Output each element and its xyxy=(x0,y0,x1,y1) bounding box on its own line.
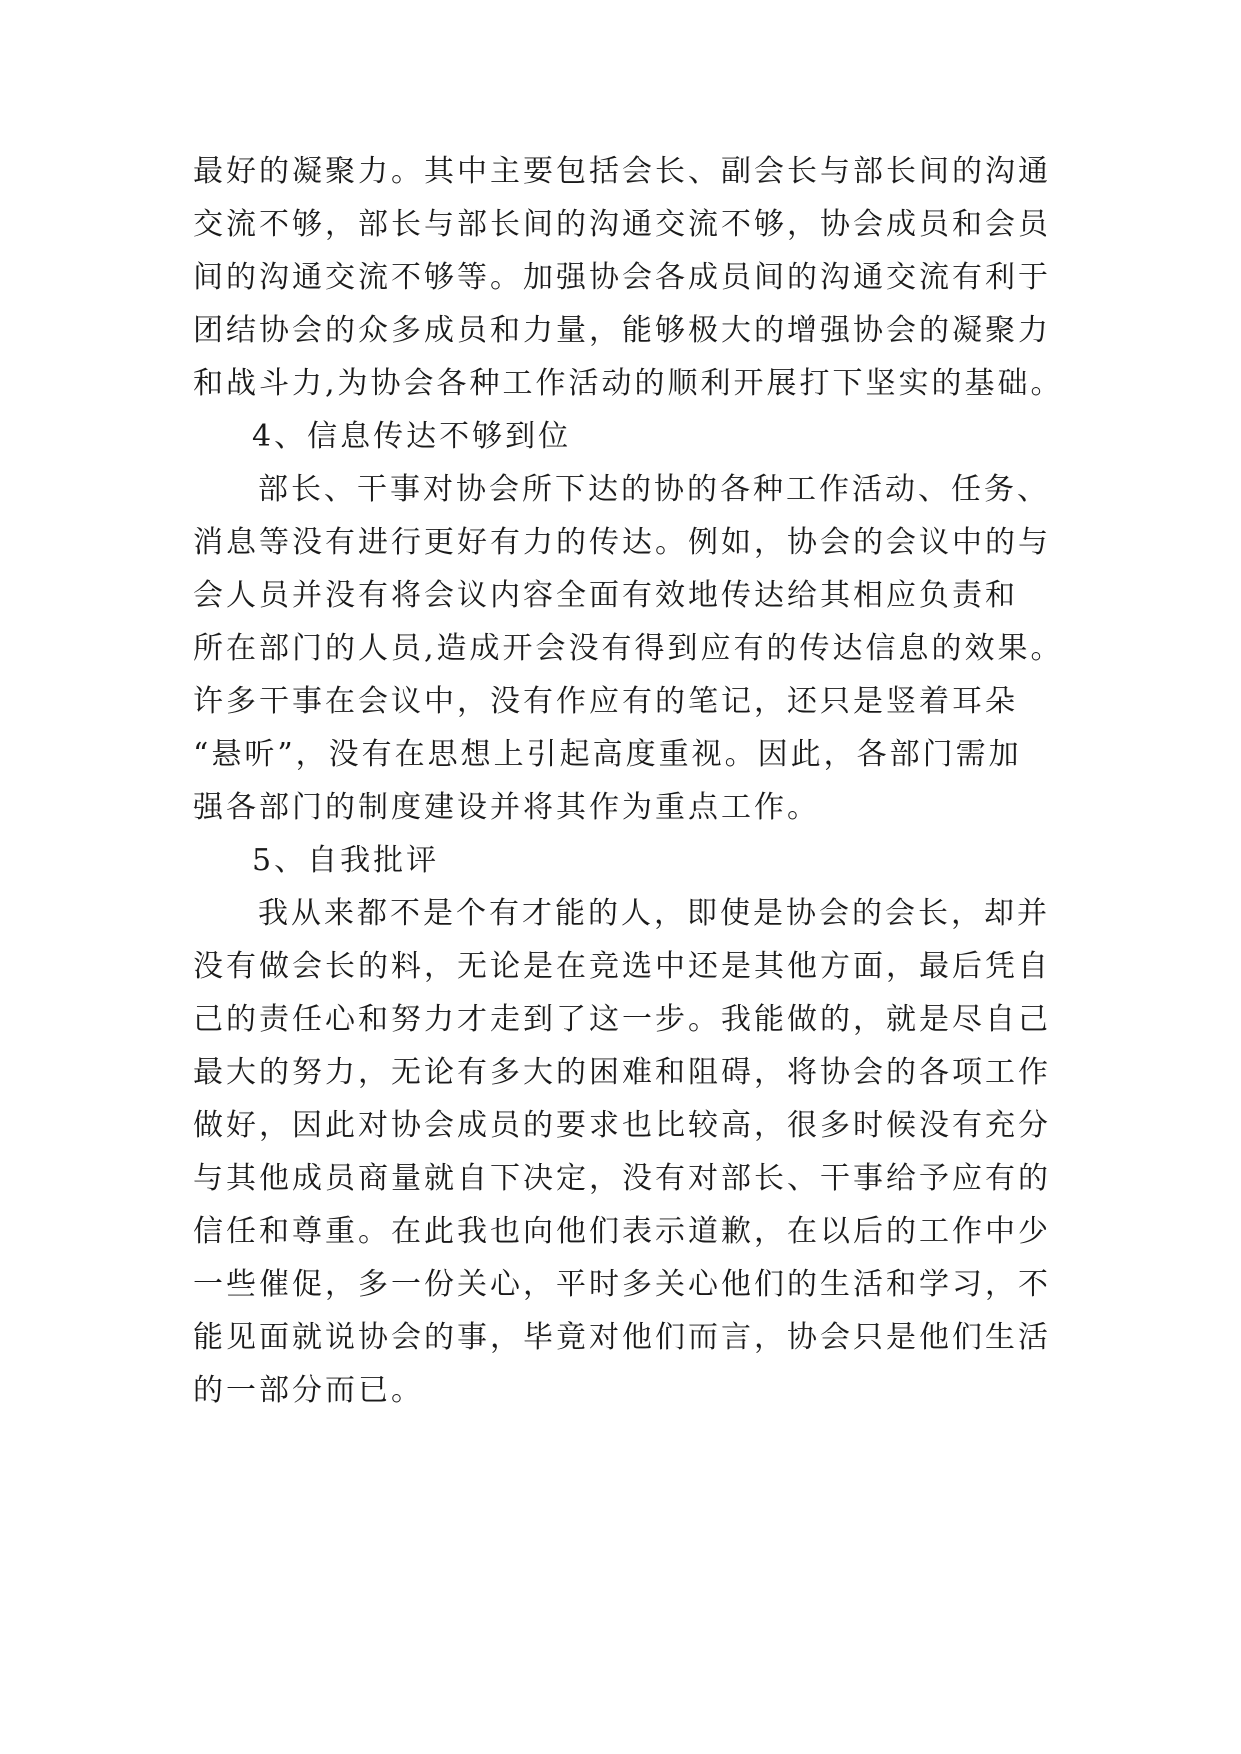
body-text-line: 团结协会的众多成员和力量，能够极大的增强协会的凝聚力 xyxy=(193,313,1051,348)
body-text-line: 我从来都不是个有才能的人，即使是协会的会长，却并 xyxy=(258,896,1050,931)
body-text-line: 做好，因此对协会成员的要求也比较高，很多时候没有充分 xyxy=(193,1108,1051,1143)
body-text-line: “悬听”，没有在思想上引起高度重视。因此，各部门需加 xyxy=(193,737,1022,772)
body-text-line: 所在部门的人员,造成开会没有得到应有的传达信息的效果。 xyxy=(193,631,1064,666)
body-text-line: 的一部分而已。 xyxy=(193,1373,424,1408)
body-text-line: 一些催促，多一份关心，平时多关心他们的生活和学习，不 xyxy=(193,1267,1051,1302)
body-text-line: 交流不够，部长与部长间的沟通交流不够，协会成员和会员 xyxy=(193,207,1051,242)
body-text-line: 己的责任心和努力才走到了这一步。我能做的，就是尽自己 xyxy=(193,1002,1051,1037)
body-text-line: 部长、干事对协会所下达的协的各种工作活动、任务、 xyxy=(258,472,1050,507)
body-text-line: 许多干事在会议中，没有作应有的笔记，还只是竖着耳朵 xyxy=(193,684,1018,719)
body-text-line: 信任和尊重。在此我也向他们表示道歉，在以后的工作中少 xyxy=(193,1214,1051,1249)
body-text-line: 与其他成员商量就自下决定，没有对部长、干事给予应有的 xyxy=(193,1161,1051,1196)
body-text-line: 间的沟通交流不够等。加强协会各成员间的沟通交流有利于 xyxy=(193,260,1051,295)
body-text-line: 和战斗力,为协会各种工作活动的顺利开展打下坚实的基础。 xyxy=(193,366,1064,401)
section-heading-4: 4、信息传达不够到位 xyxy=(252,419,572,454)
body-text-line: 消息等没有进行更好有力的传达。例如，协会的会议中的与 xyxy=(193,525,1051,560)
body-text-line: 强各部门的制度建设并将其作为重点工作。 xyxy=(193,790,820,825)
section-heading-5: 5、自我批评 xyxy=(252,843,440,878)
body-text-line: 最好的凝聚力。其中主要包括会长、副会长与部长间的沟通 xyxy=(193,154,1051,189)
body-text-line: 最大的努力，无论有多大的困难和阻碍，将协会的各项工作 xyxy=(193,1055,1051,1090)
body-text-line: 没有做会长的料，无论是在竞选中还是其他方面，最后凭自 xyxy=(193,949,1051,984)
body-text-line: 会人员并没有将会议内容全面有效地传达给其相应负责和 xyxy=(193,578,1018,613)
body-text-line: 能见面就说协会的事，毕竟对他们而言，协会只是他们生活 xyxy=(193,1320,1051,1355)
